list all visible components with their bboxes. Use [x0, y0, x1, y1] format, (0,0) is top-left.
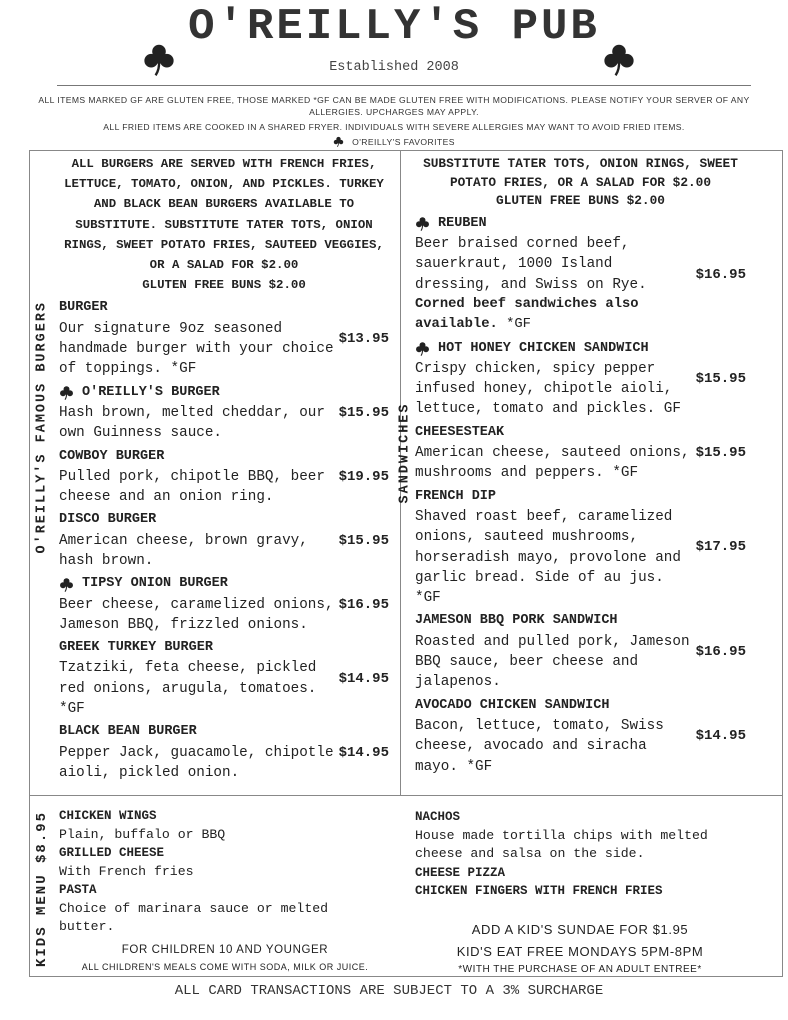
gf-mark: *GF: [506, 317, 531, 333]
menu-item-name: [59, 447, 335, 467]
item-name: O'REILLY'S BURGER: [82, 384, 220, 400]
sandwiches-intro: SUBSTITUTE TATER TOTS, ONION RINGS, SWEET POTATO FRIES, OR A SALAD FOR $2.00: [423, 156, 738, 190]
gluten-notice-cont: ALLERGIES. UPCHARGES MAY APPLY.: [309, 107, 479, 117]
menu-item-price: $16.95: [338, 596, 389, 613]
gluten-free-buns: GLUTEN FREE BUNS $2.00: [142, 278, 306, 293]
kids-item-name: CHEESE PIZZA: [415, 865, 506, 880]
menu-item: [415, 423, 746, 484]
divider: [57, 85, 751, 86]
menu-item-desc: Crispy chicken, spicy pepper infused honey, chipotle aioli, lettuce, tomato and pickles. GF: [415, 360, 681, 418]
menu-item-desc: Bacon, lettuce, tomato, Swiss cheese, avocado and siracha mayo. *GF: [415, 717, 664, 775]
item-name: BLACK BEAN BURGER: [59, 724, 197, 740]
menu-item-name: [59, 298, 335, 318]
item-name: FRENCH DIP: [415, 488, 497, 504]
menu-item-price: $16.95: [695, 266, 746, 283]
menu-item-name: [415, 423, 691, 443]
menu-item-text: [415, 423, 691, 484]
menu-item-desc: Pepper Jack, guacamole, chipotle aioli, pickled onion.: [59, 744, 334, 781]
item-name: CHEESESTEAK: [415, 424, 505, 440]
shamrock-icon: [59, 577, 74, 592]
menu-item-price: $15.95: [695, 371, 746, 387]
item-name: BURGER: [59, 300, 108, 316]
menu-item-price: $15.95: [338, 532, 389, 549]
item-name: COWBOY BURGER: [59, 448, 165, 464]
menu-item: [59, 510, 389, 571]
item-name: REUBEN: [438, 215, 487, 231]
shamrock-icon: [415, 341, 430, 356]
burgers-column: [59, 154, 389, 783]
gluten-notice: ALL ITEMS MARKED GF ARE GLUTEN FREE, THOSE MARKED *GF CAN BE MADE GLUTEN FREE WITH MODIFICATIONS. PLEASE NOTIFY YOUR SERVER OF ANY: [38, 95, 750, 105]
menu-item-text: [59, 383, 335, 444]
item-name: JAMESON BBQ PORK SANDWICH: [415, 613, 618, 629]
menu-item-desc: Tzatziki, feta cheese, pickled red onions, arugula, tomatoes. *GF: [59, 660, 317, 718]
kids-item-desc: With French fries: [59, 863, 194, 879]
burgers-section-label: O'REILLY'S FAMOUS BURGERS: [34, 300, 50, 554]
menu-item: [59, 298, 389, 379]
shamrock-icon: [333, 136, 344, 147]
burgers-intro: ALL BURGERS ARE SERVED WITH FRENCH FRIES, LETTUCE, TOMATO, ONION, AND PICKLES. TURKEY AND BLACK BEAN BURGERS AVAILABLE TO SUBSTITUTE. SUBSTITUTE TATER TOTS, ONION RINGS, SWEET POTATO FRIES, SAUTEED VEGGIES, OR A SALAD FOR $2.00: [64, 157, 384, 273]
menu-item-name: [415, 214, 691, 234]
sundae-offer: ADD A KID'S SUNDAE FOR $1.95: [471, 922, 689, 937]
menu-item-desc: Beer cheese, caramelized onions, Jameson BBQ, frizzled onions.: [59, 596, 334, 633]
menu-item: [415, 339, 746, 420]
kids-item-name: NACHOS: [415, 810, 461, 824]
item-name: HOT HONEY CHICKEN SANDWICH: [438, 340, 649, 356]
fryer-notice: ALL FRIED ITEMS ARE COOKED IN A SHARED FRYER. INDIVIDUALS WITH SEVERE ALLERGIES MAY WANT TO AVOID FRIED ITEMS.: [103, 122, 685, 132]
menu-item-price: $17.95: [695, 539, 746, 556]
favorites-legend: [0, 136, 788, 147]
menu-item-desc: Beer braised corned beef, sauerkraut, 1000 Island dressing, and Swiss on Rye.: [415, 236, 647, 293]
menu-item-name: [59, 510, 335, 530]
menu-item-desc: American cheese, sauteed onions, mushrooms and peppers. *GF: [415, 445, 690, 482]
menu-item-desc: Hash brown, melted cheddar, our own Guinness sauce.: [59, 404, 325, 442]
menu-item: [59, 447, 389, 508]
favorites-label: O'REILLY'S FAVORITES: [352, 136, 455, 147]
menu-item-desc: Our signature 9oz seasoned handmade burger with your choice of toppings. *GF: [59, 320, 334, 378]
kids-right-column: [415, 808, 725, 901]
menu-item-price: $19.95: [338, 468, 389, 485]
menu-item-text: [59, 638, 335, 719]
menu-item: [59, 722, 389, 783]
menu-item-text: [59, 574, 335, 635]
kids-item-name: CHICKEN FINGERS WITH FRENCH FRIES: [415, 884, 663, 898]
note-text: Corned beef sandwiches also available.: [415, 296, 639, 333]
sandwiches-section-label: SANDWICHES: [397, 402, 413, 504]
menu-item-price: $15.95: [338, 404, 389, 421]
drink-note: ALL CHILDREN'S MEALS COME WITH SODA, MILK OR JUICE.: [81, 962, 369, 972]
menu-item-text: [59, 298, 335, 379]
menu-item-price: $15.95: [695, 445, 746, 462]
free-mondays: KID'S EAT FREE MONDAYS 5PM-8PM: [456, 944, 704, 959]
menu-item-price: $14.95: [695, 728, 746, 745]
menu-item: [415, 696, 746, 777]
menu-item: [415, 214, 746, 336]
established-year: Established 2008: [329, 60, 459, 75]
menu-item-name: [415, 611, 691, 631]
menu-item-name: [415, 339, 691, 359]
shamrock-icon: [59, 385, 74, 400]
menu-item-name: [59, 722, 335, 742]
restaurant-title: O'REILLY'S PUB: [188, 2, 600, 52]
kids-item-name: CHICKEN WINGS: [59, 809, 157, 823]
item-name: AVOCADO CHICKEN SANDWICH: [415, 697, 610, 713]
kids-item-name: GRILLED CHEESE: [59, 846, 165, 860]
kids-item-desc: House made tortilla chips with melted cheese and salsa on the side.: [415, 827, 708, 861]
menu-item-text: [59, 447, 335, 508]
kids-section-label: KIDS MENU $8.95: [34, 810, 50, 967]
surcharge-footer: ALL CARD TRANSACTIONS ARE SUBJECT TO A 3% SURCHARGE: [174, 983, 604, 999]
free-mondays-note: *WITH THE PURCHASE OF AN ADULT ENTREE*: [458, 964, 702, 975]
gluten-free-buns: GLUTEN FREE BUNS $2.00: [496, 193, 665, 209]
menu-item-text: [415, 696, 691, 777]
menu-item: [415, 487, 746, 609]
item-name: TIPSY ONION BURGER: [82, 576, 228, 592]
menu-item-price: $13.95: [338, 330, 389, 347]
menu-item: [59, 383, 389, 444]
kids-item-desc: Plain, buffalo or BBQ: [59, 826, 226, 842]
item-name: GREEK TURKEY BURGER: [59, 640, 213, 656]
shamrock-icon: [415, 216, 430, 231]
menu-item-price: $16.95: [695, 643, 746, 660]
menu-item-note: [415, 295, 691, 336]
menu-item-desc: American cheese, brown gravy, hash brown.: [59, 532, 308, 569]
age-note: FOR CHILDREN 10 AND YOUNGER: [121, 944, 329, 956]
kids-item-desc: Choice of marinara sauce or melted butter.: [59, 900, 329, 934]
menu-item: [59, 638, 389, 719]
menu-item-name: [59, 383, 335, 403]
menu-item-name: [59, 574, 335, 594]
menu-item-name: [59, 638, 335, 658]
menu-item-text: [415, 339, 691, 420]
menu-item-name: [415, 696, 691, 716]
menu-item-price: $14.95: [338, 744, 389, 761]
menu-item-text: [415, 611, 691, 692]
sandwiches-column: [415, 155, 746, 777]
item-name: DISCO BURGER: [59, 512, 157, 528]
menu-item-text: [59, 510, 335, 571]
menu-item-desc: Shaved roast beef, caramelized onions, sauteed mushrooms, horseradish mayo, provolone and garlic bread. Side of au jus. *GF: [415, 508, 681, 607]
menu-item-desc: Roasted and pulled pork, Jameson BBQ sauce, beer cheese and jalapenos.: [415, 633, 690, 691]
menu-item-text: [415, 214, 691, 336]
menu-item-name: [415, 487, 691, 507]
menu-item-text: [59, 722, 335, 783]
menu-item: [415, 611, 746, 692]
menu-item: [59, 574, 389, 635]
kids-item-name: PASTA: [59, 883, 97, 897]
menu-item-price: $14.95: [338, 670, 389, 687]
kids-left-column: [59, 807, 339, 937]
menu-item-desc: Pulled pork, chipotle BBQ, beer cheese and an onion ring.: [59, 468, 325, 506]
menu-item-text: [415, 487, 691, 609]
